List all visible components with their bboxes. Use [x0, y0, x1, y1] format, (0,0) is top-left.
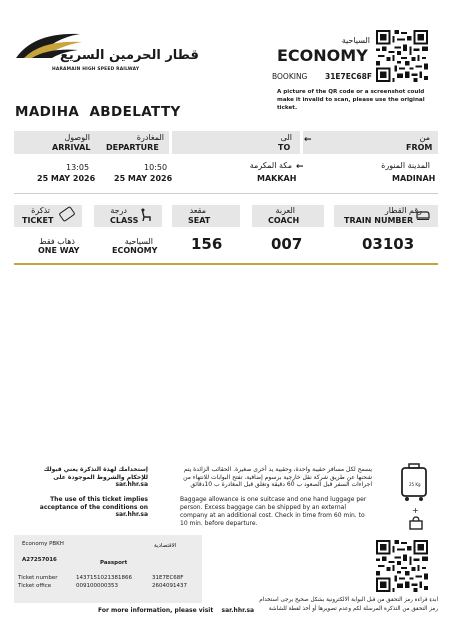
arrow-left-icon: ←: [304, 135, 312, 145]
to-city-ar: مكة المكرمة: [249, 161, 292, 170]
train-label-en: TRAIN NUMBER: [344, 216, 414, 225]
to-city-en: MAKKAH: [257, 174, 297, 183]
departure-time: 10:50: [144, 163, 168, 172]
train-label-ar: رقم القطار: [384, 206, 422, 215]
footer-qr-note-ar-1: ابدءِ قراءة رمز التحقق من قبل البوابة الالكترونية بشكل صحيح يرجى استخدام: [259, 597, 438, 603]
from-city-ar: المدينة المنورة: [381, 161, 430, 170]
brand-name-en: HARAMAIN HIGH SPEED RAILWAY: [52, 67, 140, 72]
baggage-ar: يسمح لكل مسافر حقيبة واحدة، وحقيبة يد أخرى صغيرة. الحقائب الزائدة يتم شحنها عن طريق شركة نقل خارجية برسوم إضافية. تفتح البوابات للانتهاء من اجراءات السفر قبل الصعود ب 60 دقيقة وتغلق قبل المغادرة ب 10دقائق: [183, 466, 372, 489]
baggage-en: Baggage allowance is one suitcase and one hand luggage per person. Excess baggage can be shipped by an external company at an additional cost. Check in time from 60 min. to 10 min. before departure.: [180, 496, 367, 527]
class-value-ar: السياحية: [124, 237, 153, 246]
class-label-ar-2: درجة: [110, 206, 127, 215]
to-label-en: TO: [278, 143, 291, 152]
terms-en: The use of this ticket implies acceptance of the conditions on sar.hhr.sa: [39, 496, 148, 519]
to-label-ar: الى: [280, 133, 292, 142]
class-label-en-2: CLASS: [110, 216, 139, 225]
brand-name-ar: قطار الحرمين السريع: [60, 48, 199, 63]
ticket-value-ar: ذهاب فقط: [39, 237, 75, 246]
footer-more-info: [98, 607, 254, 614]
class-value-en: ECONOMY: [112, 246, 158, 255]
train-number-value: 03103: [362, 235, 415, 253]
stub-class-ar: الاقتصادية: [154, 543, 177, 549]
ticket-value-en: ONE WAY: [38, 246, 80, 255]
departure-label-en: DEPARTURE: [106, 143, 159, 152]
booking-code: 31E7EC68F: [325, 72, 372, 81]
coach-label-ar: العربة: [275, 206, 295, 215]
ticket-label-en: TICKET: [22, 216, 54, 225]
from-label-ar: من: [419, 133, 430, 142]
stub-passport-label: Passport: [100, 560, 128, 566]
baggage-icons: [398, 462, 438, 534]
departure-date: 25 MAY 2026: [114, 174, 173, 183]
qr-note: A picture of the QR code or a screenshot could make it invalid to scan, please use the original ticket.: [277, 89, 425, 111]
divider: [14, 193, 438, 194]
arrival-label-en: ARRIVAL: [52, 143, 91, 152]
handbag-icon: [408, 516, 424, 530]
seat-label-en: SEAT: [188, 216, 211, 225]
passenger-name: MADIHA ABDELATTY: [15, 104, 181, 120]
stub-class-en: Economy PBKH: [22, 541, 64, 547]
coach-label-en: COACH: [268, 216, 300, 225]
footer-more-info-text: For more information, please visit: [98, 607, 214, 614]
class-label-ar: السياحية: [341, 36, 370, 45]
bag-weight: 25 Kg: [409, 482, 421, 487]
stub-passport-no: A27257016: [22, 557, 57, 563]
footer-site-link[interactable]: sar.hhr.sa: [221, 607, 255, 614]
arrival-date: 25 MAY 2026: [37, 174, 96, 183]
stub-office-code: 2604091437: [152, 583, 187, 589]
stub-ticket-number-label: Ticket number: [18, 575, 58, 581]
qr-code-icon: [376, 30, 428, 82]
stub-ticket-office-label: Ticket office: [18, 583, 52, 589]
qr-code: [376, 30, 428, 82]
seat-label-ar: مقعد: [189, 206, 206, 215]
stub-ticket-number: 14371510213818​66: [76, 575, 132, 581]
brand-logo: [14, 28, 199, 76]
coach-value: 007: [271, 235, 303, 253]
terms-ar: إستخدامك لهذة التذكرة يعني قبولك للإحكام والشروط الموجودة على sar.hhr.sa: [43, 466, 148, 489]
stub-booking: 31E7EC68F: [152, 575, 184, 581]
from-city-en: MADINAH: [392, 174, 436, 183]
arrival-label-ar: الوصول: [64, 133, 90, 142]
ticket-label-ar: تذكرة: [31, 206, 50, 215]
seat-class-icon: [140, 208, 152, 222]
arrival-time: 13:05: [66, 163, 90, 172]
class-label-en: ECONOMY: [277, 46, 368, 65]
arrow-left-icon-2: ←: [296, 162, 304, 172]
qr-code-icon: [376, 540, 428, 592]
seat-value: 156: [191, 235, 223, 253]
from-label-en: FROM: [406, 143, 433, 152]
qr-code-bottom: [376, 540, 428, 592]
footer-qr-note-ar-2: رمز التحقق من التذكرة المرسلة لكم وعدم تصويرها أو أخذ لقطة للشاشة: [268, 606, 438, 612]
train-icon: [416, 210, 430, 220]
gold-divider: [14, 263, 438, 265]
plus-icon: +: [412, 506, 419, 515]
departure-label-ar: المغادرة: [136, 133, 164, 142]
booking-label: BOOKING: [272, 72, 308, 81]
stub-ticket-office: 009100000353: [76, 583, 118, 589]
